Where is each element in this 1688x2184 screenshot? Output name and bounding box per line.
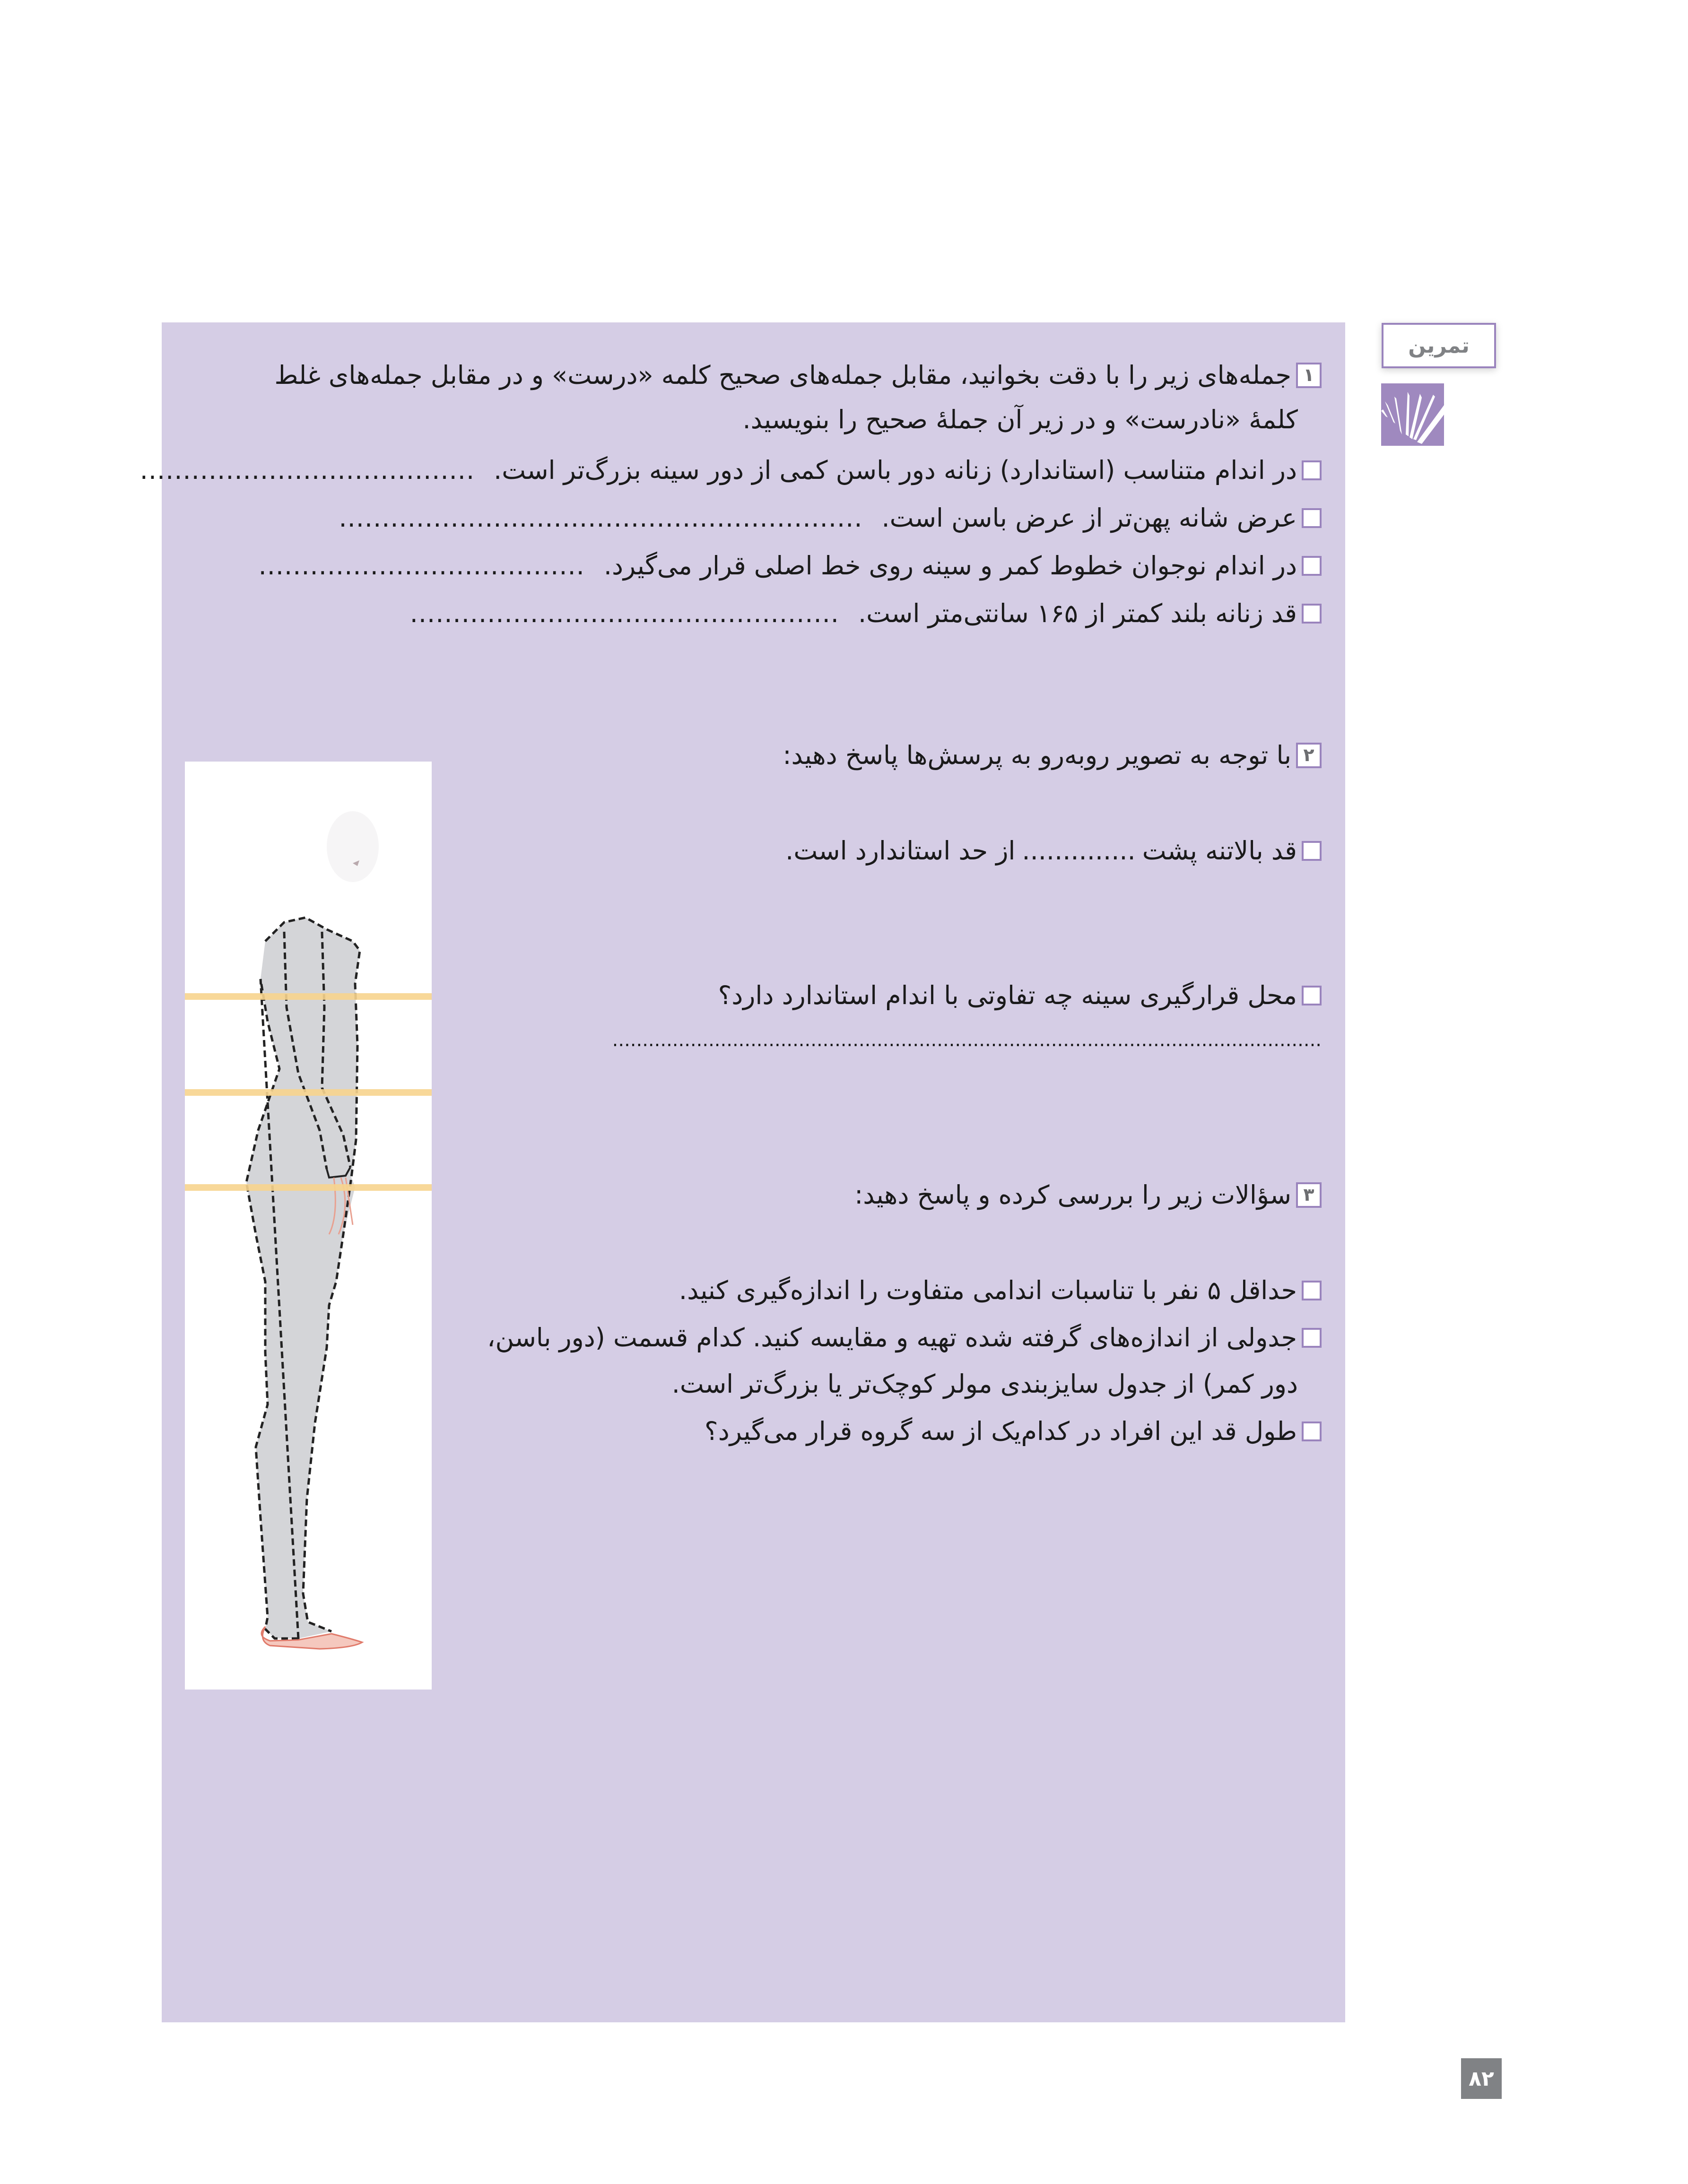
- answer-blank[interactable]: ......................................: [258, 551, 585, 581]
- body-figure-image: [185, 762, 432, 1690]
- answer-blank[interactable]: .......................................: [139, 455, 475, 485]
- exercise2-instruction-text: با توجه به تصویر روبه‌رو به پرسش‌ها پاسخ دهید:: [783, 740, 1291, 770]
- question-text-before: قد بالاتنه پشت: [1142, 836, 1297, 866]
- checkbox[interactable]: [1302, 1328, 1322, 1348]
- statement-text: در اندام نوجوان خطوط کمر و سینه روی خط اصلی قرار می‌گیرد.: [603, 551, 1297, 581]
- list-item: [705, 1417, 1322, 1445]
- exercise1-instruction-cont: [742, 406, 1298, 433]
- exercise-number-badge: ۲: [1296, 743, 1322, 768]
- exercise1-instruction-line2: کلمهٔ «نادرست» و در زیر آن جملهٔ صحیح را بنویسید.: [742, 405, 1298, 434]
- task-text: طول قد این افراد در کدام‌یک از سه گروه قرار می‌گیرد؟: [705, 1416, 1297, 1446]
- question-text-after: از حد استاندارد است.: [785, 836, 1016, 866]
- task-text: جدولی از اندازه‌های گرفته شده تهیه و مقایسه کنید. کدام قسمت (دور باسن،: [487, 1323, 1297, 1352]
- list-item: [679, 1276, 1322, 1304]
- question-text: محل قرارگیری سینه چه تفاوتی با اندام استاندارد دارد؟: [718, 980, 1297, 1010]
- checkbox[interactable]: [1302, 508, 1322, 528]
- exercise3-instruction: [854, 1181, 1322, 1209]
- list-item: [718, 981, 1322, 1009]
- list-item: [339, 504, 1322, 532]
- checkbox[interactable]: [1302, 604, 1322, 624]
- list-item: [410, 599, 1322, 627]
- task-text: حداقل ۵ نفر با تناسبات اندامی متفاوت را اندازه‌گیری کنید.: [679, 1275, 1297, 1305]
- checkbox[interactable]: [1302, 556, 1322, 576]
- section-tag: [1382, 323, 1496, 368]
- statement-text: در اندام متناسب (استاندارد) زنانه دور باسن کمی از دور سینه بزرگ‌تر است.: [494, 455, 1297, 485]
- exercise-number-badge: ۳: [1296, 1182, 1322, 1208]
- answer-dotted-line[interactable]: ......................................................................................................................: [612, 1029, 1322, 1051]
- book-rays-icon: [1381, 383, 1444, 446]
- page-number-label: ۸۲: [1469, 2066, 1494, 2091]
- list-item-continuation: [672, 1370, 1298, 1398]
- task-text-continuation: دور کمر) از جدول سایزبندی مولر کوچک‌تر یا بزرگ‌تر است.: [671, 1369, 1298, 1399]
- checkbox[interactable]: [1302, 841, 1322, 861]
- section-tag-label: تمرین: [1408, 333, 1470, 358]
- checkbox[interactable]: [1302, 1281, 1322, 1300]
- checkbox[interactable]: [1302, 1421, 1322, 1441]
- list-item: [785, 837, 1322, 865]
- statement-text: عرض شانه پهن‌تر از عرض باسن است.: [881, 503, 1297, 533]
- answer-blank[interactable]: .............................................................: [339, 503, 863, 533]
- exercise3-instruction-text: سؤالات زیر را بررسی کرده و پاسخ دهید:: [854, 1180, 1291, 1210]
- checkbox[interactable]: [1302, 986, 1322, 1005]
- list-item: [259, 552, 1322, 580]
- checkbox[interactable]: [1302, 460, 1322, 480]
- page-number: [1461, 2058, 1502, 2099]
- list-item: [487, 1324, 1322, 1352]
- answer-blank[interactable]: ..............: [1022, 836, 1136, 866]
- statement-text: قد زنانه بلند کمتر از ۱۶۵ سانتی‌متر است.: [858, 598, 1297, 628]
- exercise-number-badge: ۱: [1296, 363, 1322, 388]
- exercise2-instruction: [783, 741, 1322, 769]
- list-item: [140, 456, 1322, 484]
- answer-line[interactable]: [612, 1030, 1322, 1050]
- exercise1-instruction-line1: جمله‌های زیر را با دقت بخوانید، مقابل جمله‌های صحیح کلمه «درست» و در مقابل جمله‌های غلط: [274, 360, 1291, 390]
- answer-blank[interactable]: ..................................................: [409, 598, 839, 628]
- exercise1-instruction: [275, 361, 1322, 389]
